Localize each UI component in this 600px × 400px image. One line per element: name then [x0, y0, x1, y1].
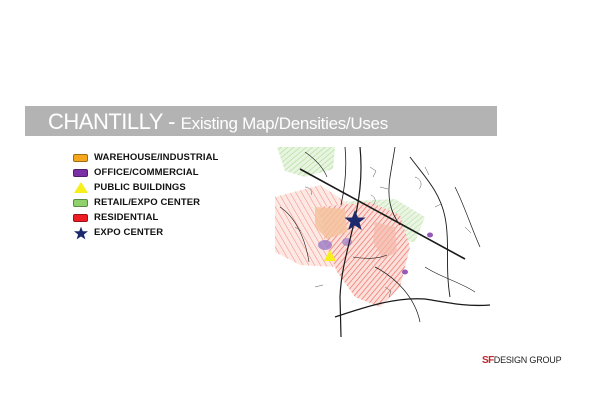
legend-item-retail — [73, 195, 218, 210]
legend-label: PUBLIC BUILDINGS — [94, 182, 186, 193]
legend-item-warehouse — [73, 150, 218, 165]
office-swatch — [73, 169, 88, 177]
office-area — [427, 233, 433, 238]
triangle-icon — [73, 182, 88, 193]
legend-label: WAREHOUSE/INDUSTRIAL — [94, 152, 219, 163]
slide-title — [48, 109, 388, 135]
residential-swatch — [73, 214, 88, 222]
title-main: CHANTILLY — [48, 109, 163, 134]
map-legend — [73, 150, 218, 240]
legend-item-public — [73, 180, 218, 195]
title-subtitle: Existing Map/Densities/Uses — [180, 114, 388, 133]
title-separator: - — [162, 109, 181, 134]
star-icon — [73, 226, 88, 240]
logo-sf: SF — [482, 355, 494, 366]
map-sketch — [275, 147, 490, 337]
legend-label: RETAIL/EXPO CENTER — [94, 197, 201, 208]
legend-label: EXPO CENTER — [94, 227, 164, 238]
office-area — [318, 240, 332, 250]
land-use-map — [275, 147, 490, 337]
legend-item-residential — [73, 210, 218, 225]
legend-item-office — [73, 165, 218, 180]
retail-swatch — [73, 199, 88, 207]
logo-name: DESIGN GROUP — [493, 355, 562, 365]
legend-label: RESIDENTIAL — [94, 212, 159, 223]
design-group-logo — [482, 350, 561, 368]
warehouse-swatch — [73, 154, 88, 162]
office-area — [402, 270, 408, 275]
legend-item-expo — [73, 225, 218, 240]
title-bar — [25, 106, 497, 136]
legend-label: OFFICE/COMMERCIAL — [94, 167, 199, 178]
